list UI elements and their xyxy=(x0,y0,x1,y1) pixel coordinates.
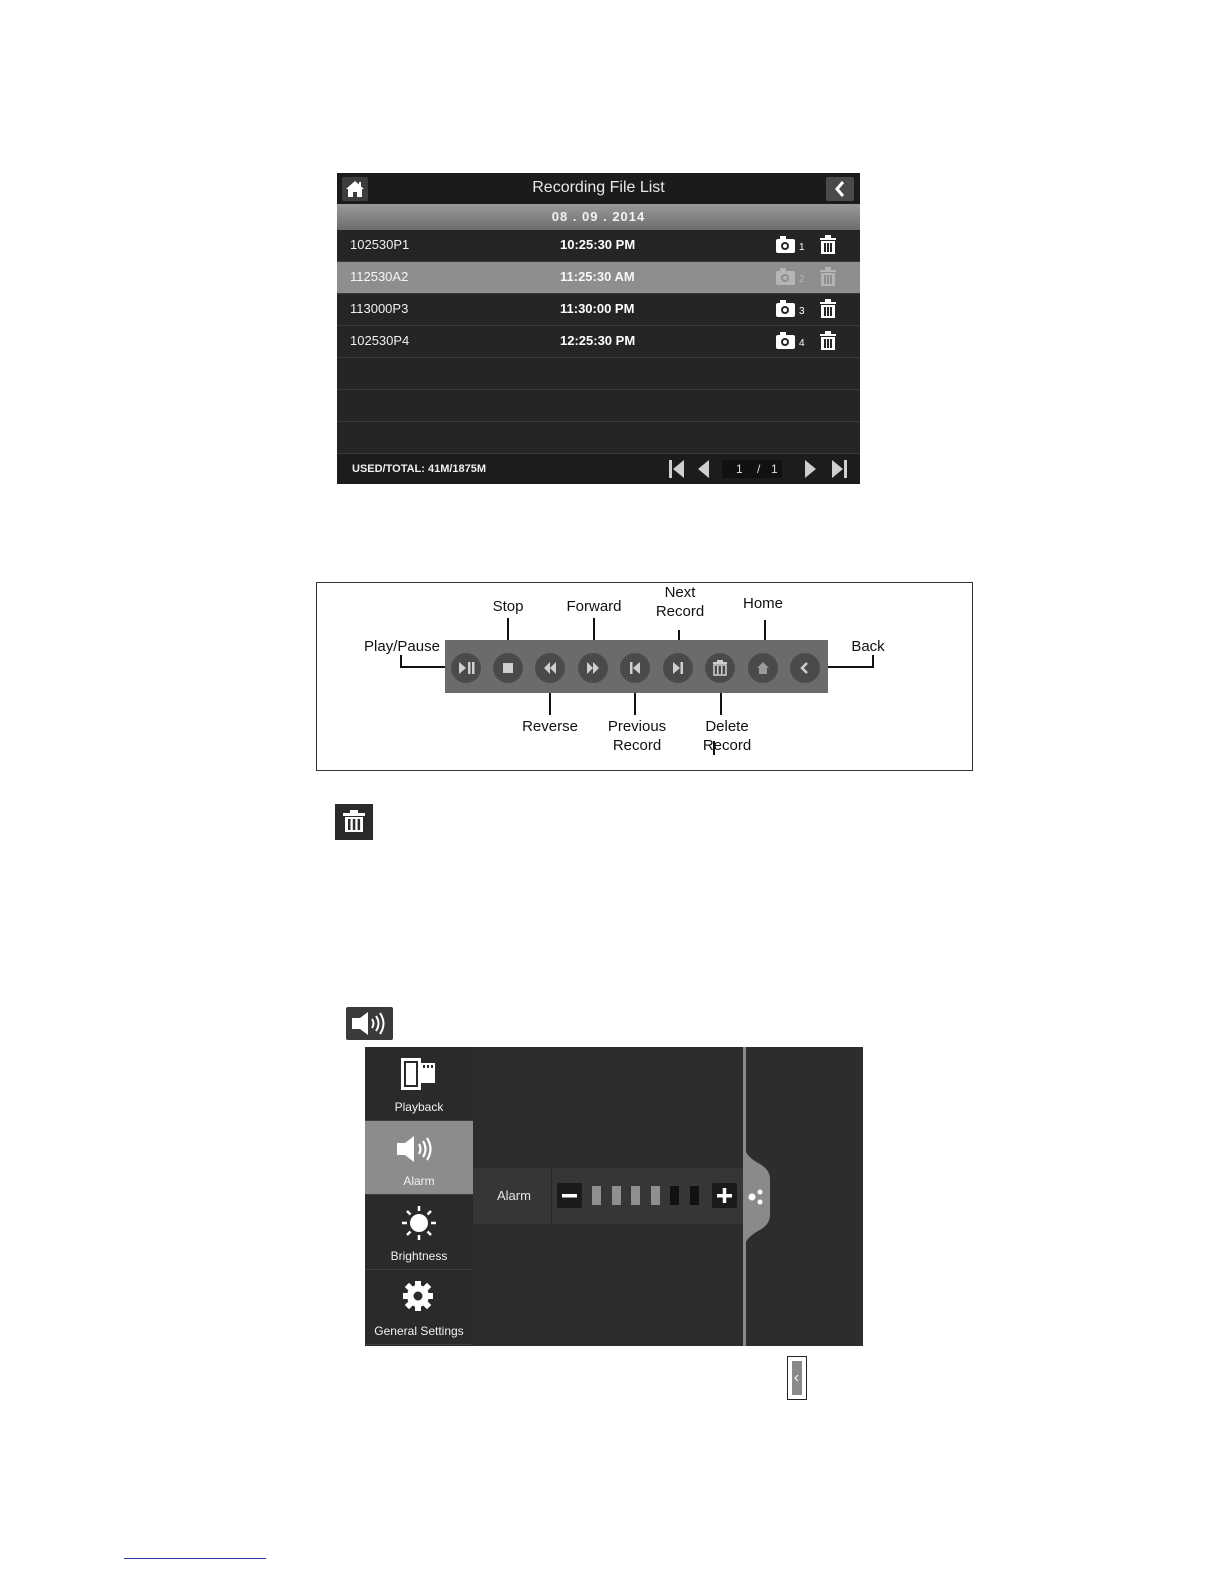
delete-record-button[interactable] xyxy=(705,653,735,683)
speaker-icon xyxy=(346,1007,393,1040)
menu-item-label: General Settings xyxy=(374,1324,464,1338)
title-bar xyxy=(337,173,860,204)
camera-number: 1 xyxy=(799,242,805,253)
chevron-left-icon xyxy=(790,653,820,683)
drawer-handle[interactable] xyxy=(744,1145,774,1249)
empty-row xyxy=(337,422,860,454)
menu-item-playback[interactable] xyxy=(365,1047,473,1121)
chevron-left-icon xyxy=(826,177,854,201)
trash-icon xyxy=(705,653,735,683)
skip-forward-icon xyxy=(663,653,693,683)
trash-icon xyxy=(335,804,373,840)
empty-row xyxy=(337,390,860,422)
page-indicator xyxy=(722,460,782,478)
playback-controls-diagram xyxy=(316,582,973,771)
page-current: 1 xyxy=(736,462,743,476)
date-label: 08 . 09 . 2014 xyxy=(551,209,646,224)
menu-item-alarm[interactable] xyxy=(365,1121,473,1195)
alarm-label-cell xyxy=(473,1168,552,1224)
screen-title: Recording File List xyxy=(532,179,665,196)
alarm-button-sample xyxy=(346,1007,393,1040)
volume-segment xyxy=(670,1186,679,1205)
previous-page-icon[interactable] xyxy=(695,459,711,479)
volume-decrease-button[interactable] xyxy=(557,1183,582,1208)
file-name: 102530P4 xyxy=(350,333,410,348)
menu-item-label: Alarm xyxy=(403,1174,435,1188)
play-pause-button[interactable] xyxy=(451,653,481,683)
volume-increase-button[interactable] xyxy=(712,1183,737,1208)
stop-button[interactable] xyxy=(493,653,523,683)
back-label: Back xyxy=(851,638,885,655)
fast-forward-icon xyxy=(578,653,608,683)
minus-icon xyxy=(557,1183,582,1208)
footnote-rule xyxy=(124,1558,266,1559)
reverse-button[interactable] xyxy=(535,653,565,683)
forward-label: Forward xyxy=(566,598,622,615)
handle-icon xyxy=(788,1357,806,1399)
page-total: 1 xyxy=(771,462,778,476)
skip-back-icon xyxy=(620,653,650,683)
volume-segment xyxy=(651,1186,660,1205)
settings-menu-screen xyxy=(365,1047,863,1346)
date-header xyxy=(337,204,860,230)
menu-item-general-settings[interactable] xyxy=(365,1271,473,1345)
recording-row[interactable] xyxy=(337,262,860,294)
home-button[interactable] xyxy=(748,653,778,683)
alarm-label: Alarm xyxy=(497,1188,531,1203)
first-page-icon[interactable] xyxy=(667,459,687,479)
file-time: 11:25:30 AM xyxy=(560,269,635,284)
file-name: 112530A2 xyxy=(350,269,409,284)
recording-row[interactable] xyxy=(337,294,860,326)
volume-segment xyxy=(612,1186,621,1205)
sun-icon xyxy=(400,1204,440,1242)
camera-number: 4 xyxy=(799,338,805,349)
previous-record-label: Previous Record xyxy=(607,718,667,754)
reverse-label: Reverse xyxy=(522,718,578,735)
stop-label: Stop xyxy=(492,598,524,615)
plus-icon xyxy=(712,1183,737,1208)
gear-icon xyxy=(400,1279,440,1315)
file-time: 10:25:30 PM xyxy=(560,237,636,252)
recording-file-list-screen xyxy=(337,173,860,484)
forward-button[interactable] xyxy=(578,653,608,683)
trash-icon[interactable] xyxy=(819,235,837,255)
trash-icon[interactable] xyxy=(819,299,837,319)
next-record-button[interactable] xyxy=(663,653,693,683)
camera-number: 3 xyxy=(799,306,805,317)
volume-segment xyxy=(592,1186,601,1205)
play-pause-label: Play/Pause xyxy=(364,638,440,655)
rewind-icon xyxy=(535,653,565,683)
back-button[interactable] xyxy=(826,177,854,201)
recording-row[interactable] xyxy=(337,326,860,358)
delete-button-sample xyxy=(335,804,373,840)
film-icon xyxy=(399,1057,439,1093)
alarm-volume-row xyxy=(473,1168,743,1224)
volume-segment xyxy=(631,1186,640,1205)
trash-icon[interactable] xyxy=(819,267,837,287)
page-separator: / xyxy=(757,462,761,476)
file-time: 12:25:30 PM xyxy=(560,333,636,348)
play-pause-icon xyxy=(451,653,481,683)
last-page-icon[interactable] xyxy=(829,459,849,479)
speaker-icon xyxy=(395,1131,443,1167)
trash-icon[interactable] xyxy=(819,331,837,351)
volume-segment xyxy=(690,1186,699,1205)
menu-item-label: Playback xyxy=(394,1100,444,1114)
storage-usage: USED/TOTAL: 41M/1875M xyxy=(352,463,487,475)
file-name: 113000P3 xyxy=(350,301,409,316)
menu-item-brightness[interactable] xyxy=(365,1196,473,1270)
list-footer xyxy=(337,453,860,484)
settings-sidebar xyxy=(365,1047,473,1346)
camera-number: 2 xyxy=(799,274,805,285)
menu-item-label: Brightness xyxy=(390,1249,448,1263)
drawer-handle-sample xyxy=(787,1356,807,1400)
next-page-icon[interactable] xyxy=(803,459,819,479)
home-label: Home xyxy=(742,595,783,612)
delete-record-label: Delete Record xyxy=(702,718,752,754)
recording-row[interactable] xyxy=(337,230,860,262)
home-icon xyxy=(748,653,778,683)
empty-row xyxy=(337,358,860,390)
next-record-label: Next Record xyxy=(655,584,705,620)
back-button[interactable] xyxy=(790,653,820,683)
previous-record-button[interactable] xyxy=(620,653,650,683)
file-time: 11:30:00 PM xyxy=(560,301,635,316)
file-name: 102530P1 xyxy=(350,237,410,252)
stop-icon xyxy=(493,653,523,683)
